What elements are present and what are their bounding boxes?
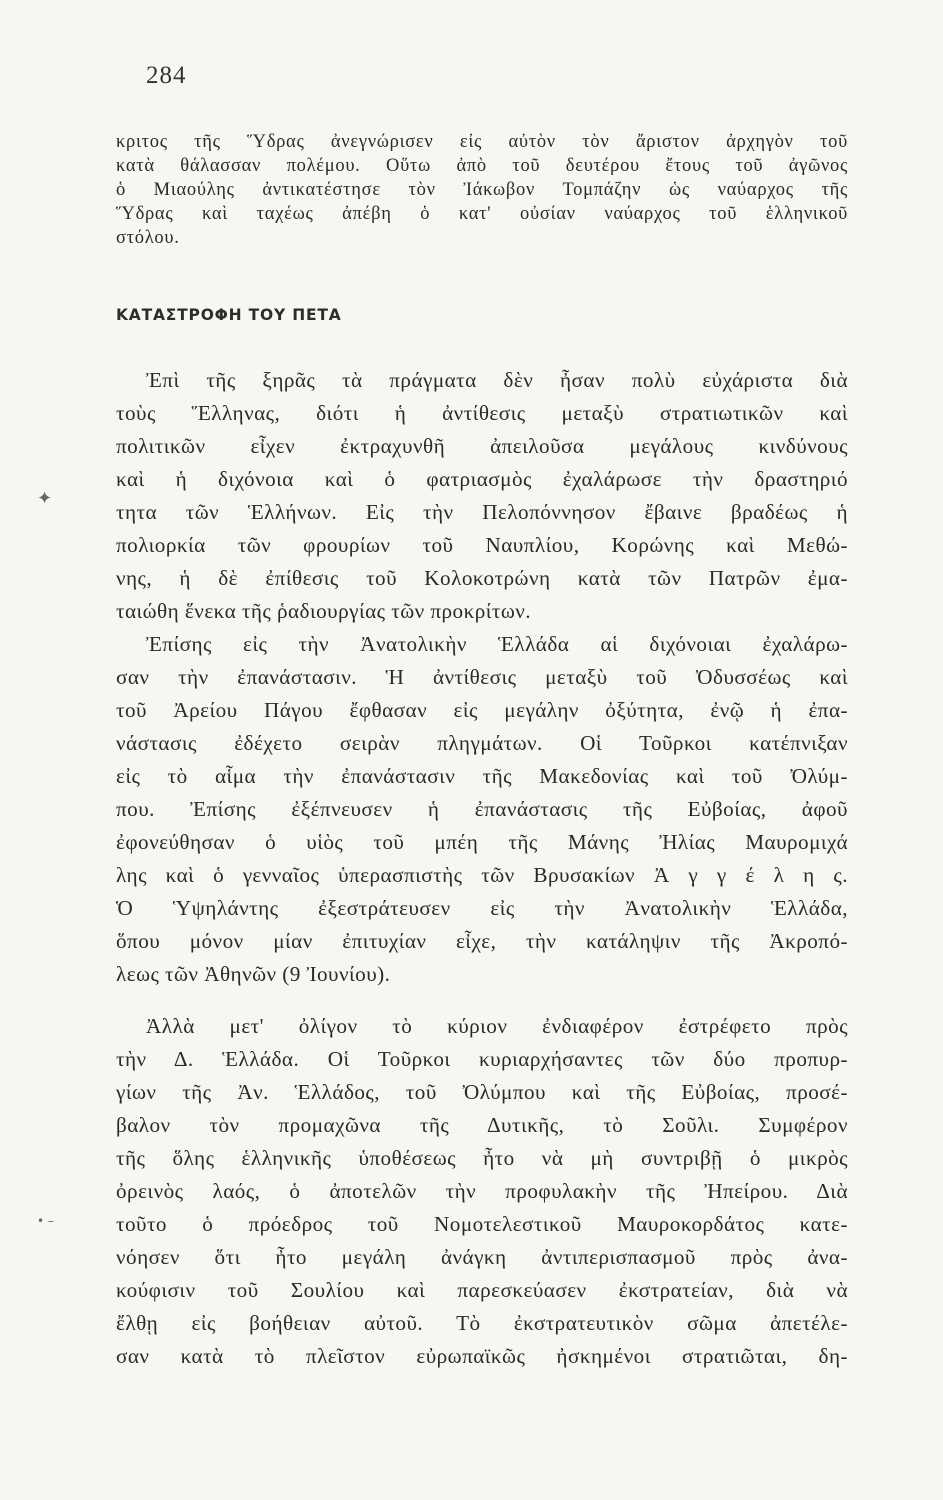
body-line: που. Ἐπίσης ἐξέπνευσεν ἡ ἐπανάστασις τῆς Εὐβοίας, ἀφοῦ — [116, 797, 848, 821]
body-line: ἔλθῃ εἰς βοήθειαν αὐτοῦ. Τὸ ἐκστρατευτικὸν σῶμα ἀπετέλε- — [116, 1311, 848, 1335]
body-line: νης, ἡ δὲ ἐπίθεσις τοῦ Κολοκοτρώνη κατὰ τῶν Πατρῶν ἐμα- — [116, 566, 848, 590]
body-line: τῆς ὅλης ἑλληνικῆς ὑποθέσεως ἦτο νὰ μὴ συντριβῇ ὁ μικρὸς — [116, 1146, 848, 1170]
section-heading: ΚΑΤΑΣΤΡΟΦΗ ΤΟΥ ΠΕΤΑ — [116, 306, 342, 324]
body-line: Ὁ Ὑψηλάντης ἐξεστράτευσεν εἰς τὴν Ἀνατολικὴν Ἑλλάδα, — [116, 896, 848, 920]
body-line: ὅπου μόνον μίαν ἐπιτυχίαν εἶχε, τὴν κατάληψιν τῆς Ἀκροπό- — [116, 929, 848, 953]
top-paragraph-line: κριτος τῆς Ὕδρας ἀνεγνώρισεν εἰς αὐτὸν τὸν ἄριστον ἀρχηγὸν τοῦ — [116, 132, 848, 152]
body-line: γίων τῆς Ἀν. Ἑλλάδος, τοῦ Ὀλύμπου καὶ τῆς Εὐβοίας, προσέ- — [116, 1080, 848, 1104]
body-line: τητα τῶν Ἑλλήνων. Εἰς τὴν Πελοπόννησον ἔβαινε βραδέως ἡ — [116, 500, 848, 524]
body-line: νάστασις ἐδέχετο σειρὰν πληγμάτων. Οἱ Τοῦρκοι κατέπνιξαν — [116, 731, 848, 755]
top-paragraph-line: Ὕδρας καὶ ταχέως ἀπέβη ὁ κατ' οὐσίαν ναύαρχος τοῦ ἑλληνικοῦ — [116, 204, 848, 224]
top-paragraph-line: στόλου. — [116, 228, 180, 248]
body-line: σαν τὴν ἐπανάστασιν. Ἡ ἀντίθεσις μεταξὺ τοῦ Ὀδυσσέως καὶ — [116, 665, 848, 689]
top-paragraph-line: κατὰ θάλασσαν πολέμου. Οὕτω ἀπὸ τοῦ δευτέρου ἔτους τοῦ ἀγῶνος — [116, 156, 848, 176]
body-line: τοῦ Ἀρείου Πάγου ἔφθασαν εἰς μεγάλην ὀξύτητα, ἐνῷ ἡ ἐπα- — [116, 698, 848, 722]
body-line: Ἀλλὰ μετ' ὀλίγον τὸ κύριον ἐνδιαφέρον ἐστρέφετο πρὸς — [146, 1014, 848, 1038]
body-line: τοῦτο ὁ πρόεδρος τοῦ Νομοτελεστικοῦ Μαυροκορδάτος κατε- — [116, 1212, 848, 1236]
body-line: σαν κατὰ τὸ πλεῖστον εὐρωπαϊκῶς ἠσκημένοι στρατιῶται, δη- — [116, 1344, 848, 1368]
body-line: τὴν Δ. Ἑλλάδα. Οἱ Τοῦρκοι κυριαρχήσαντες τῶν δύο προπυρ- — [116, 1047, 848, 1071]
ink-mark-icon: ✦ — [37, 488, 53, 509]
body-line: νόησεν ὅτι ἦτο μεγάλη ἀνάγκη ἀντιπερισπασμοῦ πρὸς ἀνα- — [116, 1245, 848, 1269]
body-line: λης καὶ ὁ γενναῖος ὑπερασπιστὴς τῶν Βρυσακίων Ἀ γ γ έ λ η ς. — [116, 863, 848, 887]
body-line: πολιορκία τῶν φρουρίων τοῦ Ναυπλίου, Κορώνης καὶ Μεθώ- — [116, 533, 848, 557]
ink-mark-icon: • – — [37, 1214, 54, 1228]
body-line: Ἐπίσης εἰς τὴν Ἀνατολικὴν Ἑλλάδα αἱ διχόνοιαι ἐχαλάρω- — [146, 632, 848, 656]
body-line: βαλον τὸν προμαχῶνα τῆς Δυτικῆς, τὸ Σοῦλι. Συμφέρον — [116, 1113, 848, 1137]
body-line: Ἐπὶ τῆς ξηρᾶς τὰ πράγματα δὲν ἦσαν πολὺ εὐχάριστα διὰ — [146, 368, 848, 392]
body-line: τοὺς Ἕλληνας, διότι ἡ ἀντίθεσις μεταξὺ στρατιωτικῶν καὶ — [116, 401, 848, 425]
body-line: ταιώθη ἕνεκα τῆς ῥαδιουργίας τῶν προκρίτων. — [116, 599, 532, 623]
body-line: λεως τῶν Ἀθηνῶν (9 Ἰουνίου). — [116, 962, 391, 986]
top-paragraph-line: ὁ Μιαούλης ἀντικατέστησε τὸν Ἰάκωβον Τομπάζην ὡς ναύαρχος τῆς — [116, 180, 848, 200]
body-line: κούφισιν τοῦ Σουλίου καὶ παρεσκεύασεν ἐκστρατείαν, διὰ νὰ — [116, 1278, 848, 1302]
body-line: ἐφονεύθησαν ὁ υἱὸς τοῦ μπέη τῆς Μάνης Ἠλίας Μαυρομιχά — [116, 830, 848, 854]
page-number: 284 — [146, 62, 187, 89]
body-line: εἰς τὸ αἷμα τὴν ἐπανάστασιν τῆς Μακεδονίας καὶ τοῦ Ὀλύμ- — [116, 764, 848, 788]
body-line: καὶ ἡ διχόνοια καὶ ὁ φατριασμὸς ἐχαλάρωσε τὴν δραστηριό — [116, 467, 848, 491]
body-line: ὀρεινὸς λαός, ὁ ἀποτελῶν τὴν προφυλακὴν τῆς Ἠπείρου. Διὰ — [116, 1179, 848, 1203]
body-line: πολιτικῶν εἶχεν ἐκτραχυνθῆ ἀπειλοῦσα μεγάλους κινδύνους — [116, 434, 848, 458]
